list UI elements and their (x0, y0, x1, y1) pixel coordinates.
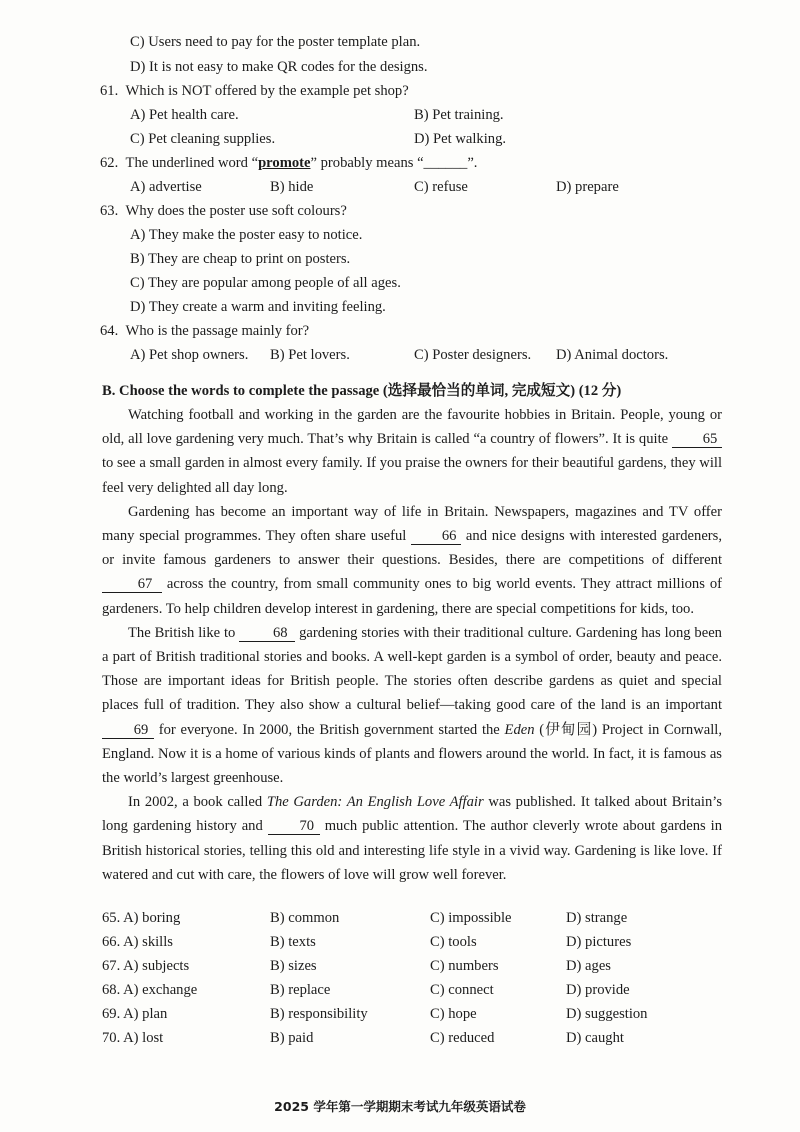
question-stem: Why does the poster use soft colours? (125, 203, 347, 219)
q60-option-c: C) Users need to pay for the poster template plan. (130, 34, 421, 50)
blank-68: 68 (239, 625, 295, 642)
question-stem: Who is the passage mainly for? (125, 323, 310, 339)
blank-66: 66 (411, 528, 461, 545)
blank-69: 69 (102, 722, 154, 739)
question-62: 62. The underlined word “promote” probably means “______”. (100, 155, 478, 171)
question-number: 64. (100, 323, 119, 339)
q62-option-a: A) advertise (130, 179, 202, 195)
passage-paragraph-4: In 2002, a book called The Garden: An English Love Affair was published. It talked about Britain’s long gardening history and 70 much public attention. The author cleverly wrote about gardens in British historical stories, telling this old and interesting life style in a vivid way. Gardening is like love. If watered and cut with care, the flowers of love will grow well forever. (102, 794, 722, 883)
exam-page: C) Users need to pay for the poster template plan. D) It is not easy to make QR codes for the designs. 61. Which is NOT offered by the example pet shop? A) Pet health care. B) Pet training. C) Pet cleaning supplies. D) Pet walking. 62. The underlined word “promote” probably means “______”. A) advertise B) hide C) refuse D) prepare 63. Why does the poster use soft colours? A) They make the poster easy to notice. B) They are cheap to print on posters. C) They are popular among people of all ages. D) They create a warm and inviting feeling. 64. Who is the passage mainly for? A) Pet shop owners. B) Pet lovers. C) Poster designers. D) Animal doctors. B. Choose the words to complete the passage (选择最恰当的单词, 完成短文) (12 分) Watching football and working in the garden are the favourite hobbies in Britain. People, young or old, all love gardening very much. That’s why Britain is called “a country of flowers”. It is quite 65 to see a small garden in almost every family. If you praise the owners for their beautiful gardens, they will feel very delighted all day long. Gardening has become an important way of life in Britain. Newspapers, magazines and TV offer many special programmes. They often share useful 66 and nice designs with interested gardeners, or invite famous gardeners to answer their questions. Besides, there are competitions of different 67 across the country, from small community ones to big world events. They attract millions of gardeners. To help children develop interest in gardening, there are special competitions for kids, too. The British like to 68 gardening stories with their traditional culture. Gardening has long been a part of British traditional stories and books. A well-kept garden is a symbol of order, beauty and peace. Those are important ideas for British people. The stories often describe gardens as quiet and special places full of tradition. They also show a cultural belief—taking good care of the land is an important 69 for everyone. In 2000, the British government started the Eden (伊甸园) Project in Cornwall, England. Now it is a home of various kinds of plants and flowers around the world. In fact, it is famous as the world’s largest greenhouse. In 2002, a book called The Garden: An English Love Affair was published. It talked about Britain’s long gardening history and 70 much public attention. The author cleverly wrote about gardens in British historical stories, telling this old and interesting life style in a vivid way. Gardening is like love. If watered and cut with care, the flowers of love will grow well forever. 65. A) boring B) common C) impossible D) strange 66. A) skills B) texts C) tools D) pictures 67. A) subjects B) sizes C) numbers D) ages 68. A) exchange B) replace C) connect D) provide 69. A) plan B) responsibility C) hope D) suggestion 70. A) lost B) paid C) reduced D) caught 2025 学年第一学期期末考试九年级英语试卷 (0, 0, 800, 1132)
blank-70: 70 (268, 818, 320, 835)
q62-option-b: B) hide (270, 179, 314, 195)
q62-option-c: C) refuse (414, 179, 468, 195)
question-number: 63. (100, 203, 119, 219)
q63-option-a: A) They make the poster easy to notice. (130, 227, 363, 243)
question-stem: Which is NOT offered by the example pet shop? (125, 83, 409, 99)
question-64 (100, 322, 309, 340)
passage-paragraph-1: Watching football and working in the garden are the favourite hobbies in Britain. People, young or old, all love gardening very much. That’s why Britain is called “a country of flowers”. It is quite 65 to see a small garden in almost every family. If you praise the owners for their beautiful gardens, they will feel very delighted all day long. (102, 407, 722, 496)
passage-paragraph-2: Gardening has become an important way of life in Britain. Newspapers, magazines and TV offer many special programmes. They often share useful 66 and nice designs with interested gardeners, or invite famous gardeners to answer their questions. Besides, there are competitions of different 67 across the country, from small community ones to big world events. They attract millions of gardeners. To help children develop interest in gardening, there are special competitions for kids, too. (102, 503, 722, 617)
book-title: The Garden: An English Love Affair (266, 794, 484, 811)
q61-option-d: D) Pet walking. (414, 131, 507, 147)
underlined-word: promote (258, 155, 311, 171)
passage (102, 403, 722, 887)
blank-67: 67 (102, 576, 162, 593)
eden-title: Eden (504, 721, 535, 738)
section-b-heading: B. Choose the words to complete the passage (选择最恰当的单词, 完成短文) (12 分) (102, 383, 622, 399)
q61-option-b: B) Pet training. (414, 107, 504, 123)
q64-option-b: B) Pet lovers. (270, 347, 350, 363)
q64-option-a: A) Pet shop owners. (130, 347, 249, 363)
q63-option-b: B) They are cheap to print on posters. (130, 251, 351, 267)
question-number: 61. (100, 83, 119, 99)
q64-option-c: C) Poster designers. (414, 347, 532, 363)
q62-option-d: D) prepare (556, 179, 619, 195)
page-footer: 2025 学年第一学期期末考试九年级英语试卷 (274, 1099, 526, 1114)
passage-paragraph-3: The British like to 68 gardening stories with their traditional culture. Gardening has long been a part of British traditional stories and books. A well-kept garden is a symbol of order, beauty and peace. Those are important ideas for British people. The stories often describe gardens as quiet and special places full of tradition. They also show a cultural belief—taking good care of the land is an important 69 for everyone. In 2000, the British government started the Eden (伊甸园) Project in Cornwall, England. Now it is a home of various kinds of plants and flowers around the world. In fact, it is famous as the world’s largest greenhouse. (102, 624, 722, 787)
q63-option-d: D) They create a warm and inviting feeling. (130, 299, 386, 315)
q60-option-d: D) It is not easy to make QR codes for the designs. (130, 59, 428, 75)
q61-option-a: A) Pet health care. (130, 107, 239, 123)
q63-option-c: C) They are popular among people of all ages. (130, 275, 401, 291)
question-61 (100, 82, 409, 100)
q61-option-c: C) Pet cleaning supplies. (130, 131, 276, 147)
question-number: 62. (100, 155, 119, 171)
question-63 (100, 202, 347, 220)
q64-option-d: D) Animal doctors. (556, 347, 669, 363)
blank-65: 65 (672, 431, 722, 448)
